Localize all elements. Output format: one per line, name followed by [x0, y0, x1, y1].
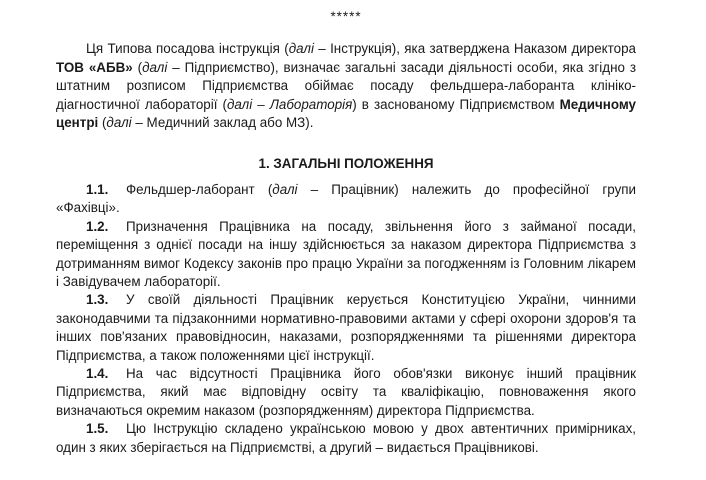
list-item [56, 365, 636, 420]
item-text: Цю Інструкцію складено українською мовою у двох автентичних примірниках, один з яких зберігається на Підприємстві, а другий – видається Працівникові. [56, 421, 636, 455]
section-heading: 1. ЗАГАЛЬНІ ПОЛОЖЕННЯ [258, 155, 434, 171]
separator-stars: ***** [330, 9, 362, 24]
intro-text-1: Ця Типова посадова інструкція ( [86, 41, 289, 56]
intro-dali-4: далі [106, 115, 132, 131]
item-text: На час відсутності Працівника його обов'язки виконує інший працівник Підприємства, який має відповідну освіту та кваліфікацію, повноваження якого визначаються окремим наказом (розпорядженням) директора Підприємства. [56, 366, 636, 418]
intro-paragraph [56, 40, 636, 133]
item-dali: далі [272, 181, 298, 197]
intro-text-4: – Підприємство), визначає загальні засади діяльності особи, яка згідно з штатним розписом Підприємства обіймає посаду фельдшера-лаборанта клініко-діагностичної лабораторії ( [56, 59, 636, 112]
item-text: Призначення Працівника на посаду, звільнення його з займаної посади, переміщення з однієї посади на іншу здійснюється за наказом директора Підприємства з дотриманням вимог Кодексу законів про працю України за погодженням із Головним лікарем і Завідувачем лабораторії. [56, 218, 636, 289]
document-page [56, 0, 636, 457]
list-item [56, 181, 636, 218]
intro-text-7: – Медичний заклад або МЗ). [131, 115, 314, 131]
item-number: 1.3. [86, 292, 109, 308]
intro-text-2: – Інструкція), яка затверджена Наказом директора [313, 41, 636, 56]
intro-text-3: ( [132, 59, 143, 75]
item-number: 1.1. [86, 181, 109, 197]
item-text-a: Фельдшер-лаборант ( [126, 181, 273, 197]
list-item [56, 291, 636, 365]
items-list [56, 181, 636, 457]
item-number: 1.2. [86, 218, 109, 234]
item-number: 1.5. [86, 421, 109, 437]
list-item [56, 420, 636, 457]
intro-dali-3: далі – Лабораторія [226, 96, 353, 112]
company-name: ТОВ «АБВ» [56, 59, 133, 75]
item-text: У своїй діяльності Працівник керується Конституцією України, чинними законодавчими та підзаконними нормативно-правовими актами у сфері охорони здоров'я та інших пов'язаних правовідносин, наказами, розпорядженнями та рішеннями директора Підприємства, а також положеннями цієї інструкції. [56, 292, 636, 363]
intro-text-6: ( [98, 115, 107, 131]
intro-dali-1: далі [288, 41, 314, 56]
list-item [56, 218, 636, 292]
item-text-b: – Працівник) належить до професійної групи «Фахівці». [56, 181, 636, 216]
intro-dali-2: далі [142, 59, 168, 75]
intro-text-5: ) в заснованому Підприємством [352, 96, 560, 112]
medical-center-name: Медичному центрі [56, 96, 636, 131]
item-number: 1.4. [86, 366, 109, 382]
